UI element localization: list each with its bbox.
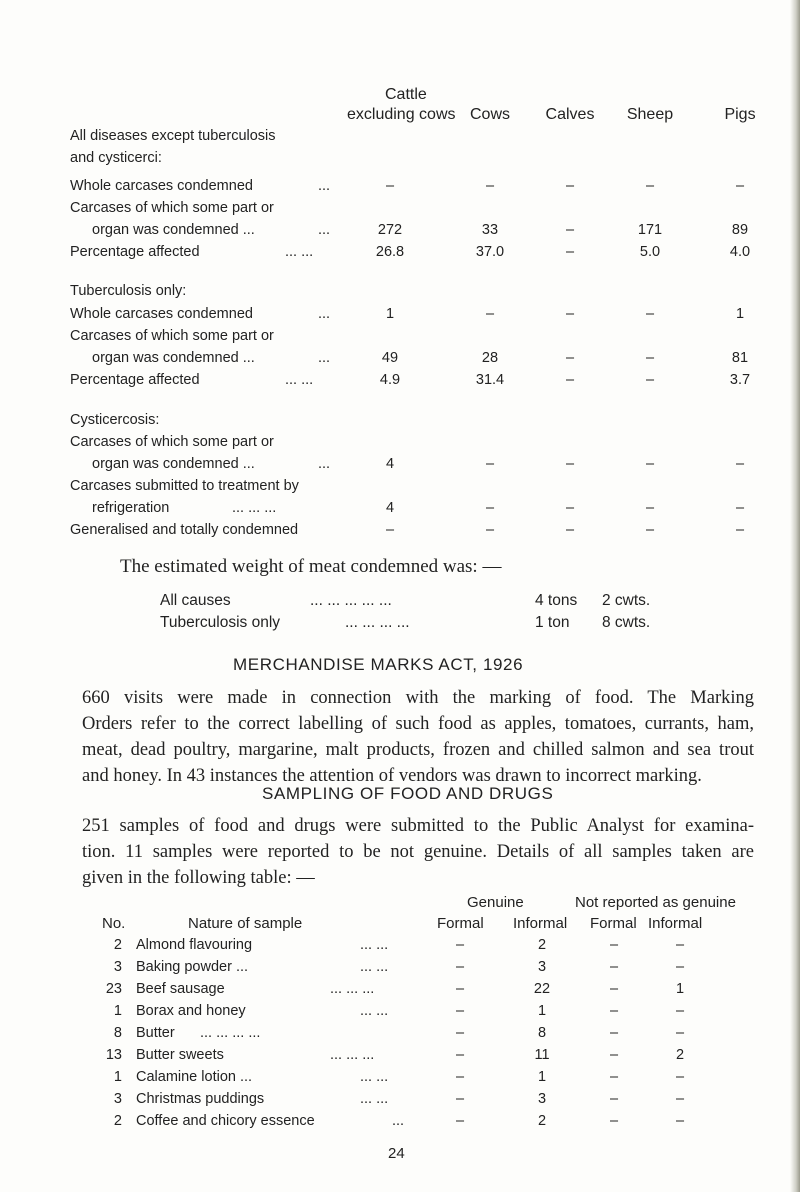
header-nature: Nature of sample: [188, 915, 303, 932]
row-no: 13: [105, 1047, 122, 1063]
header-formal: Formal: [590, 915, 637, 932]
cell: 4: [385, 456, 395, 472]
weight-dots: ... ... ... ...: [345, 614, 410, 631]
page-number: 24: [388, 1145, 405, 1162]
cell: –: [565, 350, 575, 366]
row-label-2: organ was condemned ...: [92, 456, 255, 472]
row-label-2: refrigeration: [92, 500, 170, 516]
row-dots: ... ... ...: [330, 981, 375, 997]
row-nf: –: [609, 1047, 619, 1063]
row-no: 3: [113, 959, 122, 975]
para-line: 251 samples of food and drugs were submitted to the Public Analyst for examina-: [82, 816, 754, 836]
row-label-2: organ was condemned ...: [92, 350, 255, 366]
cell: 31.4: [475, 372, 505, 388]
row-name: Coffee and chicory essence: [136, 1113, 315, 1129]
row-gi: 3: [537, 1091, 547, 1107]
cell: 4.9: [379, 372, 401, 388]
cell: –: [485, 306, 495, 322]
row-name: Christmas puddings: [136, 1091, 265, 1107]
row-ni: –: [675, 937, 685, 953]
cell: 37.0: [475, 244, 505, 260]
row-gf: –: [455, 959, 465, 975]
row-dots: ... ...: [285, 372, 314, 388]
cell: –: [735, 178, 745, 194]
row-label: Carcases of which some part or: [70, 200, 274, 216]
row-dots: ... ...: [360, 1069, 389, 1085]
cell: –: [565, 222, 575, 238]
header-no: No.: [102, 915, 126, 932]
row-gf: –: [455, 1047, 465, 1063]
sampling-heading: SAMPLING OF FOOD AND DRUGS: [262, 784, 554, 803]
row-label: Carcases submitted to treatment by: [70, 478, 299, 494]
section-tuberculosis: Tuberculosis only:: [70, 283, 187, 299]
cell: –: [735, 500, 745, 516]
cell: –: [485, 456, 495, 472]
row-ni: –: [675, 1069, 685, 1085]
row-dots: ... ...: [285, 244, 314, 260]
cell: –: [565, 244, 575, 260]
cell: 4.0: [729, 244, 751, 260]
row-label: Carcases of which some part or: [70, 434, 274, 450]
row-ni: 1: [675, 981, 685, 997]
cell: –: [645, 350, 655, 366]
cell: –: [645, 456, 655, 472]
cell: –: [565, 500, 575, 516]
header-calves: Calves: [545, 106, 595, 123]
row-label: Whole carcases condemned: [70, 306, 253, 322]
row-nf: –: [609, 959, 619, 975]
cell: –: [645, 372, 655, 388]
cell: –: [485, 500, 495, 516]
row-no: 1: [113, 1069, 122, 1085]
row-gi: 8: [537, 1025, 547, 1041]
row-name: Beef sausage: [136, 981, 225, 997]
header-pigs: Pigs: [724, 106, 756, 123]
cell: 28: [481, 350, 499, 366]
header-genuine: Genuine: [467, 894, 524, 911]
header-not-genuine: Not reported as genuine: [575, 894, 736, 911]
row-dots: ... ...: [360, 1003, 389, 1019]
cell: –: [565, 306, 575, 322]
row-gi: 3: [537, 959, 547, 975]
row-nf: –: [609, 1069, 619, 1085]
para-line: meat, dead poultry, margarine, malt products, frozen and chilled salmon and sea trout: [82, 740, 754, 760]
row-nf: –: [609, 1091, 619, 1107]
cell: 1: [735, 306, 745, 322]
row-nf: –: [609, 937, 619, 953]
row-ni: 2: [675, 1047, 685, 1063]
row-gf: –: [455, 937, 465, 953]
row-label: Whole carcases condemned: [70, 178, 253, 194]
cell: 89: [731, 222, 749, 238]
header-informal: Informal: [513, 915, 568, 932]
row-gf: –: [455, 1113, 465, 1129]
merchandise-heading: MERCHANDISE MARKS ACT, 1926: [233, 655, 524, 674]
cell: –: [645, 500, 655, 516]
row-nf: –: [609, 981, 619, 997]
row-label: Carcases of which some part or: [70, 328, 274, 344]
cell: –: [735, 456, 745, 472]
merchandise-paragraph: [82, 685, 754, 789]
row-dots: ...: [392, 1113, 405, 1129]
row-ni: –: [675, 1113, 685, 1129]
header-sheep: Sheep: [626, 106, 674, 123]
row-gi: 1: [537, 1069, 547, 1085]
weight-intro: The estimated weight of meat condemned was: —: [120, 556, 502, 577]
cell: –: [565, 372, 575, 388]
row-name: Butter: [136, 1025, 175, 1041]
row-dots: ... ... ...: [330, 1047, 375, 1063]
weight-tons: 1 ton: [535, 614, 570, 631]
row-gi: 2: [537, 1113, 547, 1129]
para-line: 660 visits were made in connection with the marking of food. The Marking: [82, 688, 754, 708]
cell: –: [385, 522, 395, 538]
row-gi: 22: [533, 981, 551, 997]
weight-cwts: 2 cwts.: [602, 592, 651, 609]
row-ni: –: [675, 1025, 685, 1041]
header-formal: Formal: [437, 915, 484, 932]
row-name: Almond flavouring: [136, 937, 253, 953]
row-dots: ...: [318, 306, 331, 322]
section-all-diseases-2: and cysticerci:: [70, 150, 162, 166]
row-gi: 2: [537, 937, 547, 953]
row-no: 1: [113, 1003, 122, 1019]
weight-cwts: 8 cwts.: [602, 614, 651, 631]
cell: 49: [381, 350, 399, 366]
cell: 4: [385, 500, 395, 516]
cell: –: [645, 306, 655, 322]
row-ni: –: [675, 1091, 685, 1107]
cell: –: [735, 522, 745, 538]
row-name: Baking powder ...: [136, 959, 249, 975]
row-dots: ...: [318, 456, 331, 472]
para-line: given in the following table: —: [82, 868, 315, 888]
weight-tons: 4 tons: [535, 592, 578, 609]
cell: –: [485, 178, 495, 194]
row-nf: –: [609, 1113, 619, 1129]
header-cattle: Cattle: [385, 86, 427, 103]
row-gf: –: [455, 1091, 465, 1107]
para-line: Orders refer to the correct labelling of such food as apples, tomatoes, currants, ham,: [82, 714, 754, 734]
row-label: Generalised and totally condemned: [70, 522, 299, 538]
cell: 3.7: [729, 372, 751, 388]
section-all-diseases: All diseases except tuberculosis: [70, 128, 276, 144]
row-dots: ...: [318, 222, 331, 238]
cell: –: [645, 178, 655, 194]
cell: –: [565, 456, 575, 472]
row-ni: –: [675, 1003, 685, 1019]
row-label-2: organ was condemned ...: [92, 222, 255, 238]
header-informal: Informal: [648, 915, 703, 932]
weight-label-all: All causes: [160, 592, 231, 609]
weight-label-tb: Tuberculosis only: [160, 614, 281, 631]
section-cysticercosis: Cysticercosis:: [70, 412, 160, 428]
weight-dots: ... ... ... ... ...: [310, 592, 392, 609]
cell: –: [485, 522, 495, 538]
cell: 1: [385, 306, 395, 322]
cell: –: [645, 522, 655, 538]
row-gf: –: [455, 1069, 465, 1085]
row-name: Calamine lotion ...: [136, 1069, 253, 1085]
row-nf: –: [609, 1003, 619, 1019]
cell: –: [565, 178, 575, 194]
header-cows: Cows: [469, 106, 510, 123]
row-gf: –: [455, 981, 465, 997]
cell: 5.0: [639, 244, 661, 260]
row-gf: –: [455, 1025, 465, 1041]
para-line: and honey. In 43 instances the attention of vendors was drawn to incorrect marking.: [82, 766, 702, 786]
row-no: 3: [113, 1091, 122, 1107]
cell: 171: [637, 222, 663, 238]
cell: 272: [377, 222, 403, 238]
row-dots: ... ... ...: [232, 500, 277, 516]
scan-edge-shadow: [790, 0, 800, 1192]
row-dots: ...: [318, 350, 331, 366]
sampling-paragraph: [82, 813, 754, 891]
row-dots: ... ...: [360, 959, 389, 975]
cell: 33: [481, 222, 499, 238]
row-gi: 1: [537, 1003, 547, 1019]
row-dots: ... ...: [360, 937, 389, 953]
cell: 26.8: [375, 244, 405, 260]
row-no: 8: [113, 1025, 122, 1041]
para-line: tion. 11 samples were reported to be not genuine. Details of all samples taken are: [82, 842, 754, 862]
row-dots: ...: [318, 178, 331, 194]
row-no: 2: [113, 1113, 122, 1129]
row-label: Percentage affected: [70, 372, 200, 388]
row-dots: ... ... ... ...: [200, 1025, 261, 1041]
header-excluding-cows: excluding cows: [347, 106, 456, 123]
cell: –: [565, 522, 575, 538]
cell: –: [385, 178, 395, 194]
row-label: Percentage affected: [70, 244, 200, 260]
row-no: 2: [113, 937, 122, 953]
row-ni: –: [675, 959, 685, 975]
row-gf: –: [455, 1003, 465, 1019]
row-nf: –: [609, 1025, 619, 1041]
row-name: Butter sweets: [136, 1047, 224, 1063]
row-dots: ... ...: [360, 1091, 389, 1107]
row-no: 23: [105, 981, 122, 997]
row-gi: 11: [534, 1047, 550, 1063]
row-name: Borax and honey: [136, 1003, 246, 1019]
cell: 81: [731, 350, 749, 366]
